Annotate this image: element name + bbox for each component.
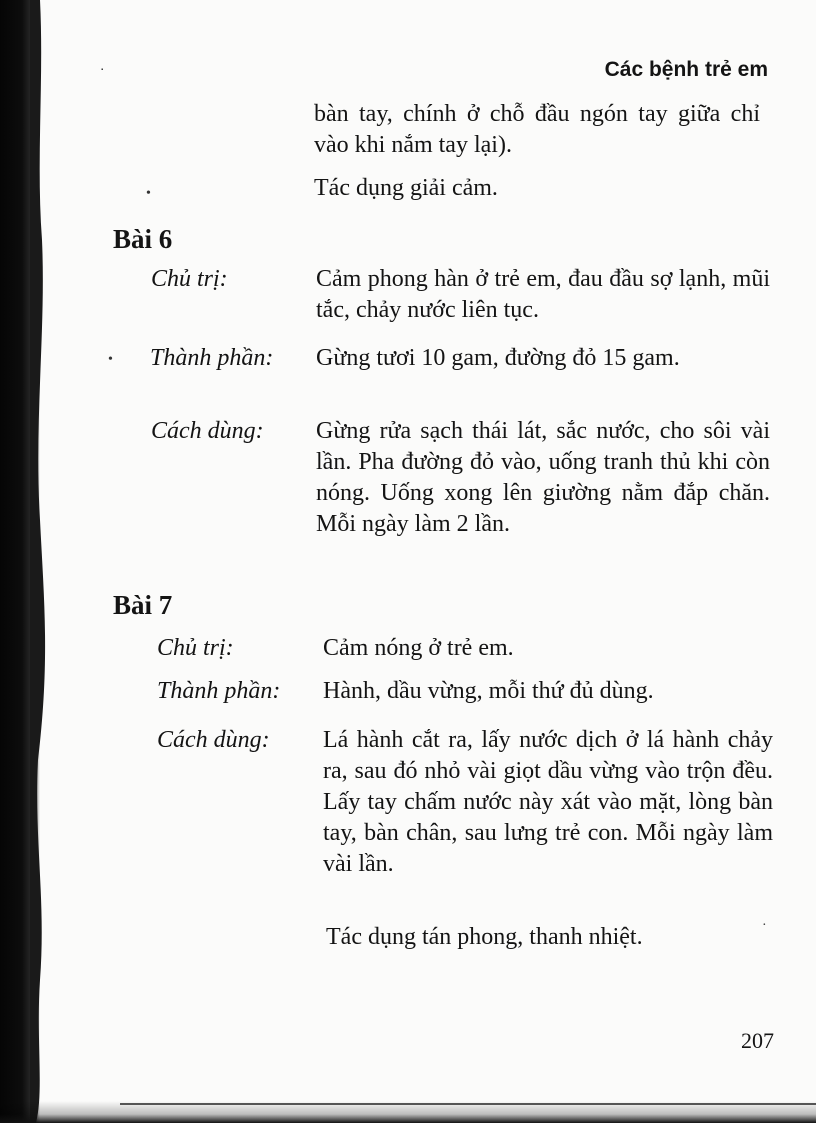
continuation-effect: Tác dụng giải cảm. bbox=[314, 175, 498, 201]
scan-speck: · bbox=[762, 918, 767, 933]
bottom-rule bbox=[120, 1103, 816, 1105]
scan-speck: • bbox=[146, 186, 151, 201]
recipe-6-usage: Gừng rửa sạch thái lát, sắc nước, cho sôi vài lần. Pha đường đỏ vào, uống tranh thủ khi còn nóng. Uống xong lên giường nằm đắp chăn. Mỗi ngày làm 2 lần. bbox=[316, 418, 770, 537]
recipe-7-title: Bài 7 bbox=[113, 590, 173, 620]
recipe-6-title: Bài 6 bbox=[113, 224, 173, 254]
recipe-6-indication-label: Chủ trị: bbox=[151, 266, 228, 292]
recipe-6-ingredients: Gừng tươi 10 gam, đường đỏ 15 gam. bbox=[316, 345, 680, 371]
recipe-7-ingredients-label: Thành phần: bbox=[157, 678, 281, 704]
scan-speck: • bbox=[108, 352, 113, 367]
recipe-7-indication: Cảm nóng ở trẻ em. bbox=[323, 635, 514, 661]
spine-torn-edge bbox=[30, 0, 58, 1123]
recipe-7-indication-label: Chủ trị: bbox=[157, 635, 234, 661]
recipe-6-ingredients-label: Thành phần: bbox=[150, 345, 274, 371]
recipe-6-indication: Cảm phong hàn ở trẻ em, đau đầu sợ lạnh, mũi tắc, chảy nước liên tục. bbox=[316, 266, 770, 323]
recipe-7-ingredients: Hành, dầu vừng, mỗi thứ đủ dùng. bbox=[323, 678, 654, 704]
running-header: Các bệnh trẻ em bbox=[604, 58, 768, 81]
scan-speck: ⋅ bbox=[100, 63, 105, 78]
recipe-7-usage: Lá hành cắt ra, lấy nước dịch ở lá hành chảy ra, sau đó nhỏ vài giọt dầu vừng vào trộn đều. Lấy tay chấm nước này xát vào mặt, lòng bàn tay, bàn chân, sau lưng trẻ con. Mỗi ngày làm vài lần. bbox=[323, 727, 773, 877]
continuation-text: bàn tay, chính ở chỗ đầu ngón tay giữa chỉ vào khi nắm tay lại). bbox=[314, 101, 760, 158]
recipe-6-usage-label: Cách dùng: bbox=[151, 418, 264, 444]
page-number: 207 bbox=[741, 1028, 774, 1053]
recipe-7-usage-label: Cách dùng: bbox=[157, 727, 270, 753]
recipe-7-effect: Tác dụng tán phong, thanh nhiệt. bbox=[326, 924, 643, 950]
